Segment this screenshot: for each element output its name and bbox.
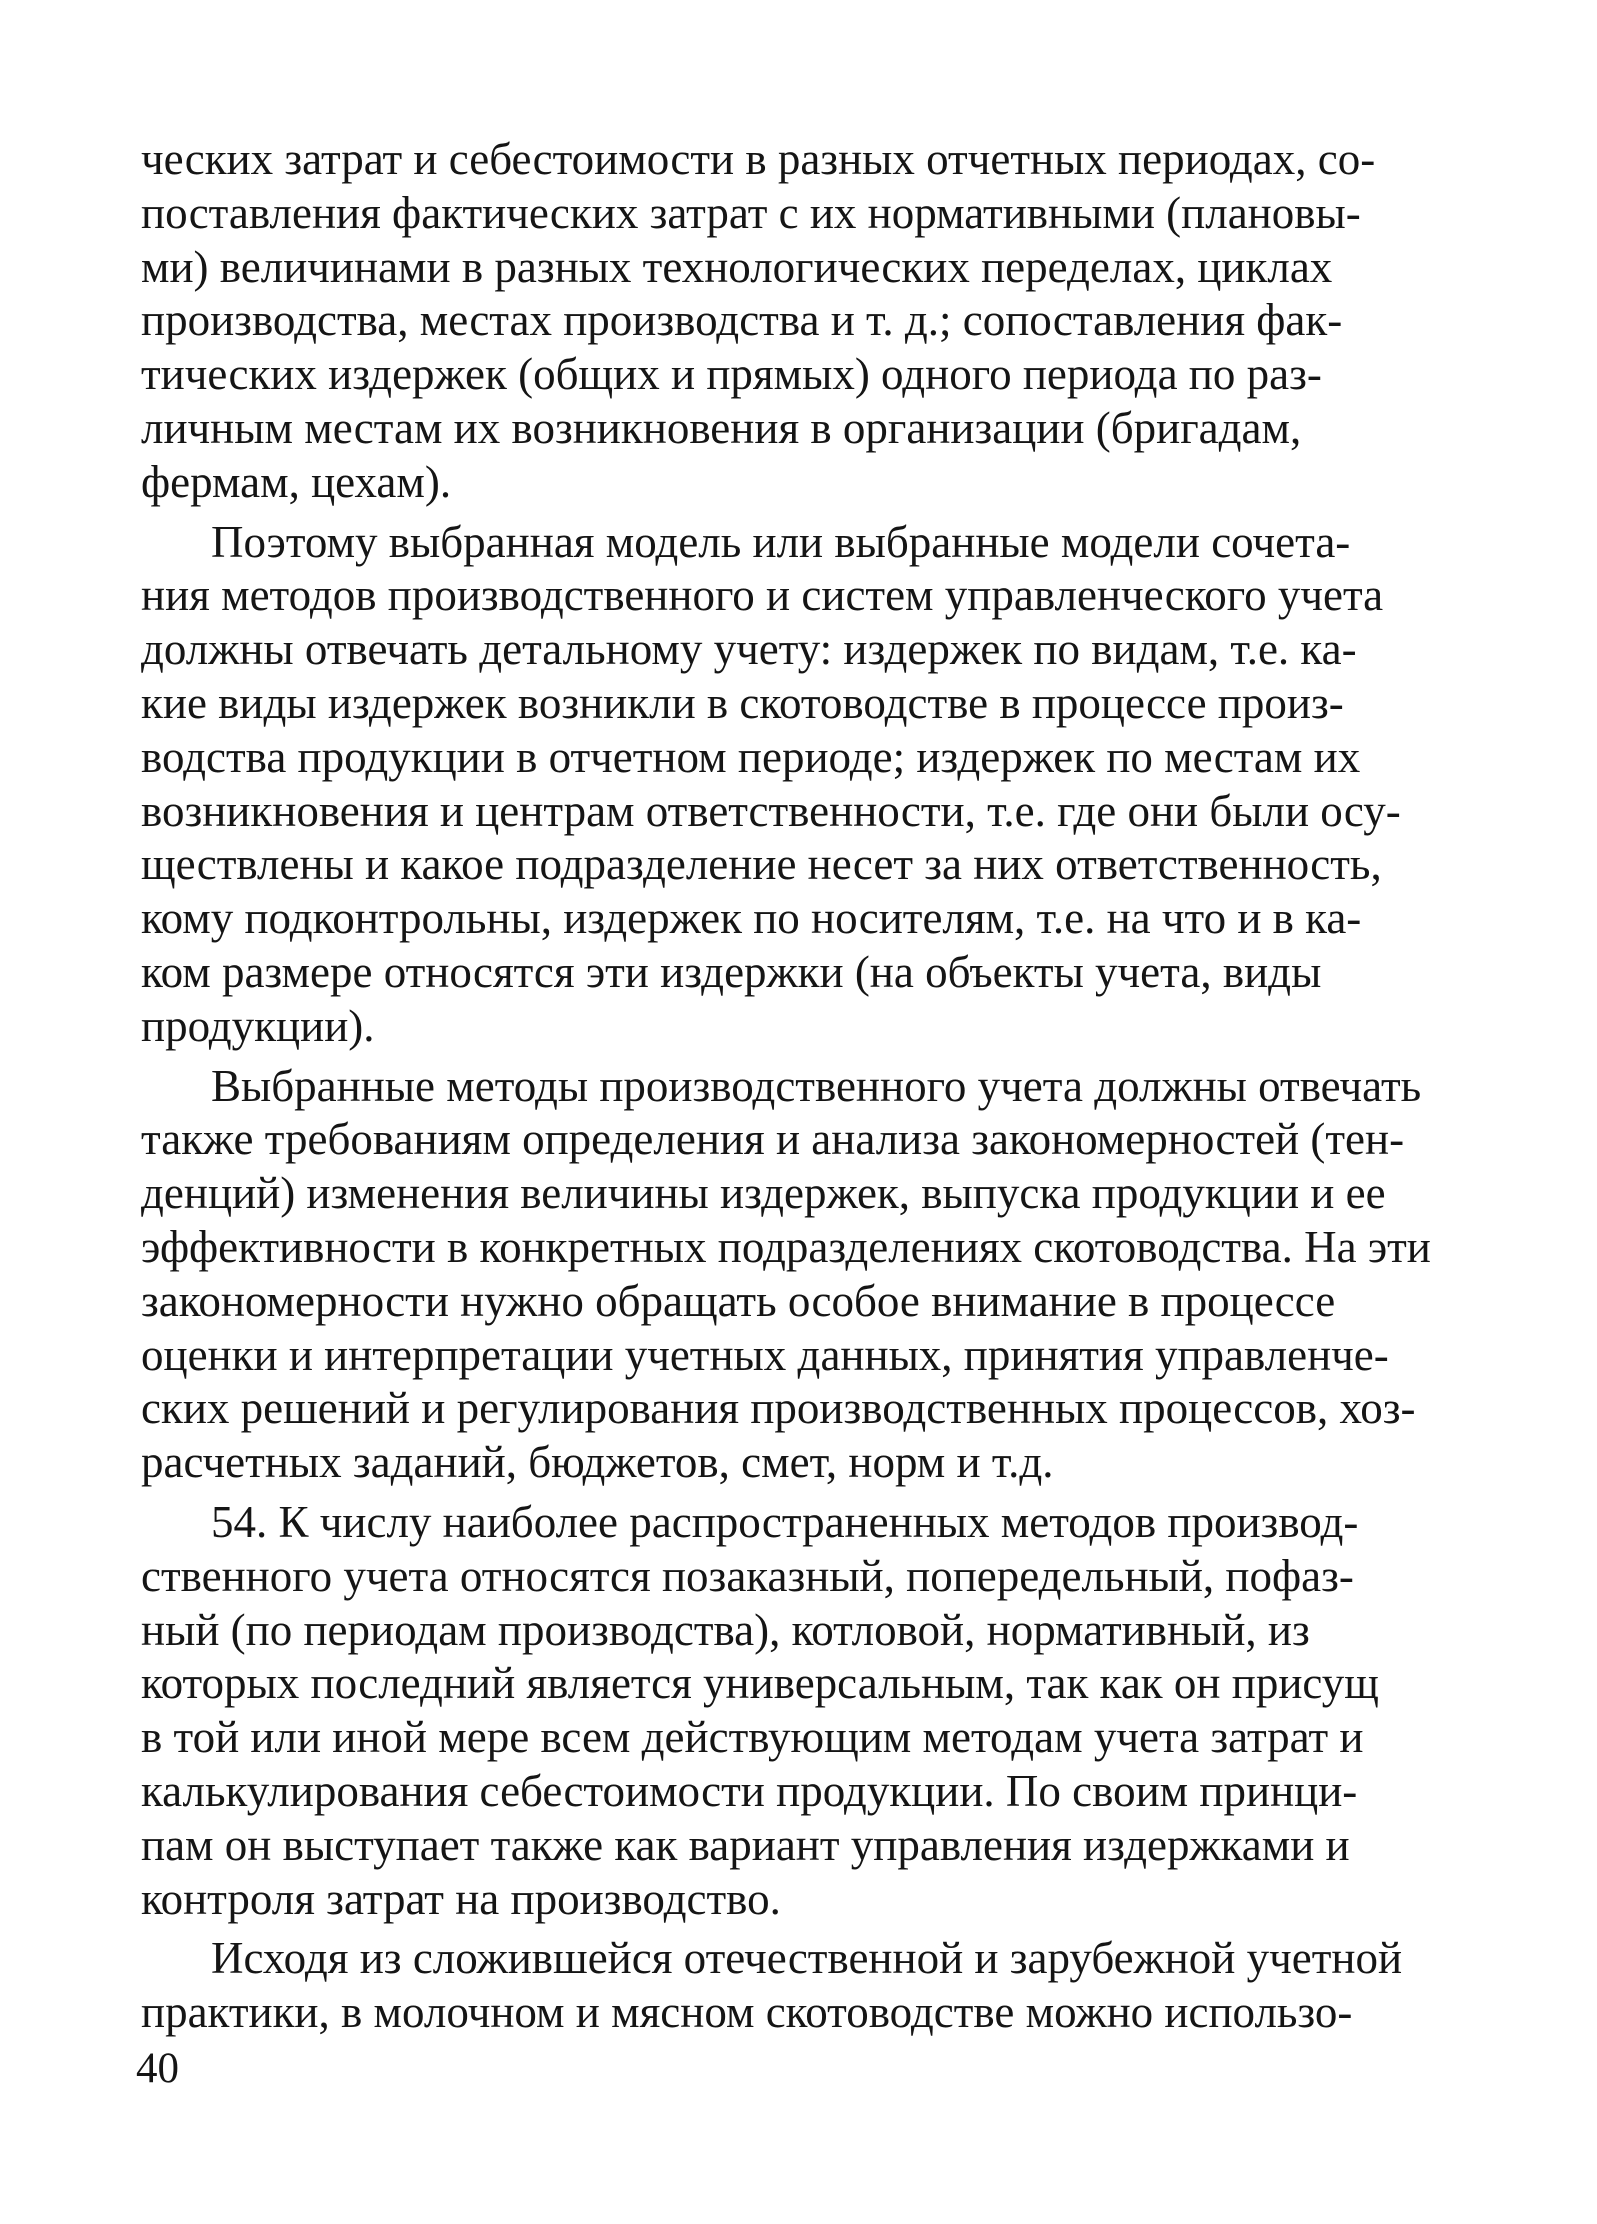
body-text xyxy=(141,133,1452,2040)
paragraph-practice: Исходя из сложившейся отечественной и зарубежной учетной практики, в молочном и мясном скотоводстве можно использо- xyxy=(141,1933,1403,2038)
paragraph-continuation: ческих затрат и себестоимости в разных отчетных периодах, со- поставления фактических затрат с их нормативными (плановы- ми) величинами в разных технологических переделах, циклах производства, местах производства и т. д.; сопоставления фак- тических издержек (общих и прямых) одного периода по раз- личным местам их возникновения в организации (бригадам, фермам, цехам). xyxy=(141,134,1376,507)
paragraph-selected-methods: Выбранные методы производственного учета должны отвечать также требованиям определения и анализа закономерностей (тен- денций) изменения величины издержек, выпуска продукции и ее эффективности в конкретных подразделениях скотоводства. На эти закономерности нужно обращать особое внимание в процессе оценки и интерпретации учетных данных, принятия управленче- ских решений и регулирования производственных процессов, хоз- расчетных заданий, бюджетов, смет, норм и т.д. xyxy=(141,1060,1431,1488)
page-number: 40 xyxy=(136,2045,179,2092)
paragraph-model-selection: Поэтому выбранная модель или выбранные модели сочета- ния методов производственного и систем управленческого учета должны отвечать детальному учету: издержек по видам, т.е. ка- кие виды издержек возникли в скотоводстве в процессе произ- водства продукции в отчетном периоде; издержек по местам их возникновения и центрам ответственности, т.е. где они были осу- ществлены и какое подразделение несет за них ответственность, кому подконтрольны, издержек по носителям, т.е. на что и в ка- ком размере относятся эти издержки (на объекты учета, виды продукции). xyxy=(141,516,1401,1051)
paragraph-section-54: 54. К числу наиболее распространенных методов производ- ственного учета относятся позаказный, попередельный, пофаз- ный (по периодам производства), котловой, нормативный, из которых последний является универсальным, так как он присущ в той или иной мере всем действующим методам учета затрат и калькулирования себестоимости продукции. По своим принци- пам он выступает также как вариант управления издержками и контроля затрат на производство. xyxy=(141,1496,1379,1924)
